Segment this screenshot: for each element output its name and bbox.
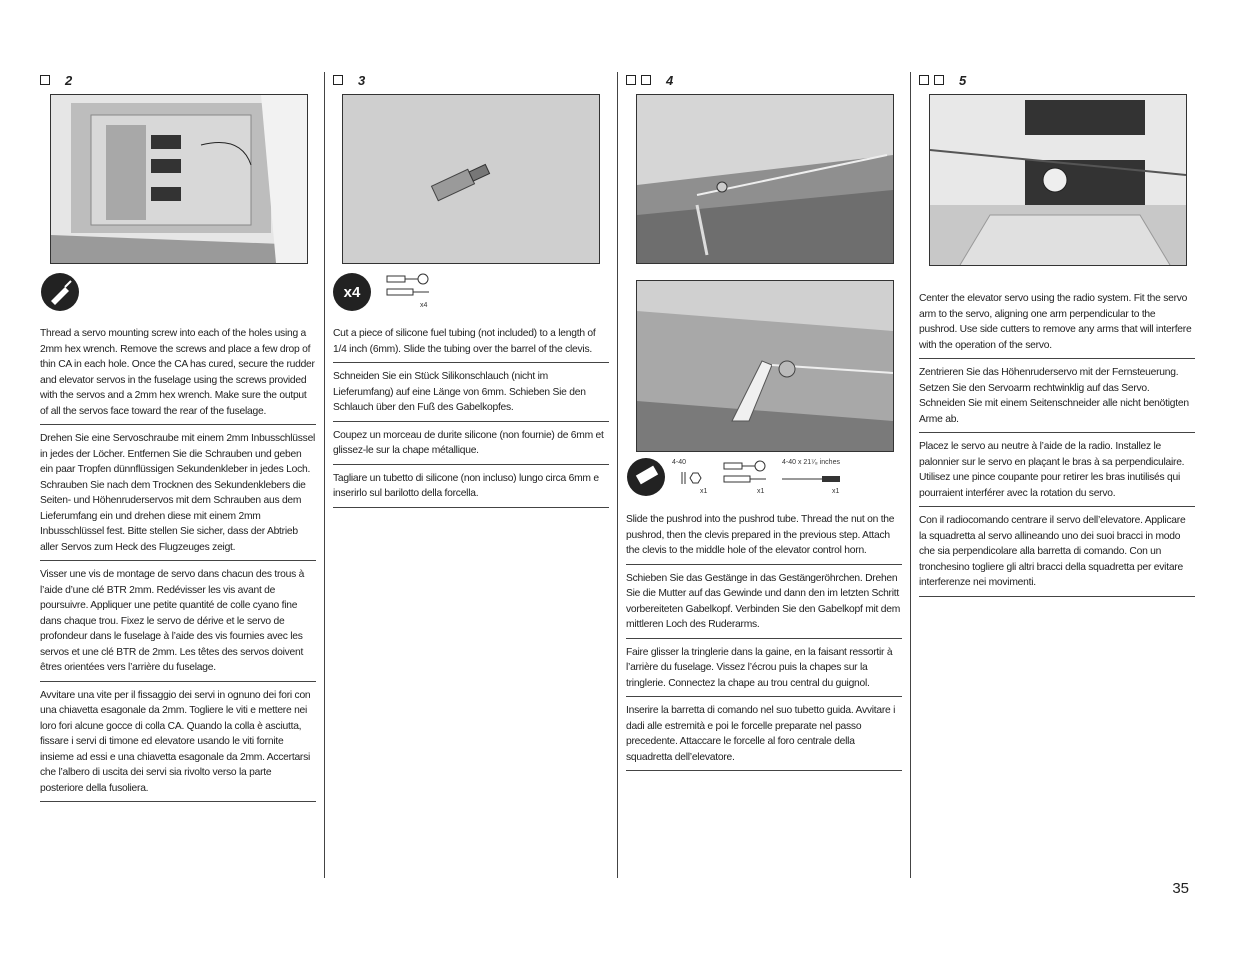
step-checkbox[interactable] xyxy=(333,75,343,85)
step-2-column xyxy=(40,72,316,88)
column-divider xyxy=(910,72,911,878)
instruction-de: Schieben Sie das Gestänge in das Gestängeröhrchen. Drehen Sie die Mutter auf das Gewinde und dann den im letzten Schritt vorbereiteten Gabelkopf. Verbinden Sie den Gabelkopf mit dem mittleren Loch des Ruderarms. xyxy=(626,565,902,639)
step-checkbox[interactable] xyxy=(934,75,944,85)
quantity-badge: x4 xyxy=(333,273,371,311)
step-checkbox[interactable] xyxy=(919,75,929,85)
instruction-it: Inserire la barretta di comando nel suo tubetto guida. Avvitare i dadi alle estremità e poi le forcelle preparate nel passo precedente. Attaccare le forcelle al foro centrale della squadretta dell’elevatore. xyxy=(626,697,902,771)
step-number: 4 xyxy=(666,72,674,88)
step-3-column xyxy=(333,72,609,88)
part-quantity: x4 xyxy=(420,302,428,309)
instruction-fr: Placez le servo au neutre à l’aide de la radio. Installez le palonnier sur le servo en plaçant le bras à sa perpendiculaire. Utilisez une pince coupante pour retirer les bras inutilisés qui pourraient interférer avec la rotation du servo. xyxy=(919,433,1195,507)
step-number: 2 xyxy=(65,72,73,88)
step-2-header xyxy=(40,72,316,88)
step-3-header xyxy=(333,72,609,88)
step-5-text xyxy=(919,285,1195,597)
step-4-text xyxy=(626,506,902,771)
column-divider xyxy=(617,72,618,878)
instruction-de: Schneiden Sie ein Stück Silikonschlauch (nicht im Lieferumfang) auf eine Länge von 6mm. Schieben Sie den Schlauch über den Fuß des Gabelkopfes. xyxy=(333,363,609,422)
part-quantity: x1 xyxy=(700,488,708,495)
part-quantity: x1 xyxy=(757,488,765,495)
pushrod-photo-1 xyxy=(636,94,894,264)
step-2-text xyxy=(40,320,316,802)
instruction-de: Zentrieren Sie das Höhenruderservo mit der Fernsteuerung. Setzen Sie den Servoarm rechtwinklig auf das Servo. Schneiden Sie mit einem Seitenschneider alle nicht benötigten Arme ab. xyxy=(919,359,1195,433)
step-3-text xyxy=(333,320,609,508)
instruction-it: Avvitare una vite per il fissaggio dei servi in ognuno dei fori con una chiavetta esagonale da 2mm. Togliere le viti e mettere nei loro fori alcune gocce di colla CA. Quando la colla è asciutta, fissare i servi di timone ed elevatore usando le viti fornite insieme ad essi e una chiavetta esagonale da 2mm. Accertarsi che l’albero di uscita dei servi sia rivolto verso la parte posteriore della fusoliera. xyxy=(40,682,316,803)
instruction-en: Cut a piece of silicone fuel tubing (not included) to a length of 1/4 inch (6mm). Slide the tubing over the barrel of the clevis. xyxy=(333,320,609,363)
instruction-fr: Faire glisser la tringlerie dans la gaine, en la faisant ressortir à l’arrière du fuselage. Vissez l’écrou puis la chapes sur la tringlerie. Connectez la chape au trou central du guignol. xyxy=(626,639,902,698)
nut-part-icon xyxy=(680,470,702,491)
part-quantity: x1 xyxy=(832,488,840,495)
step-number: 3 xyxy=(358,72,366,88)
step-number: 5 xyxy=(959,72,967,88)
instruction-en: Thread a servo mounting screw into each of the holes using a 2mm hex wrench. Remove the screws and place a few drop of thin CA in each hole. Once the CA has cured, secure the rudder and elevator servos in the fuselage using the screws provided with the servos and a 2mm hex wrench. Make sure the output of all the servos face toward the rear of the fuselage. xyxy=(40,320,316,425)
step-checkbox[interactable] xyxy=(40,75,50,85)
step-4-column xyxy=(626,72,902,88)
pushrod-photo-2 xyxy=(636,280,894,452)
step-5-column xyxy=(919,72,1195,88)
instruction-fr: Coupez un morceau de durite silicone (non fournie) de 6mm et glissez-le sur la chape métallique. xyxy=(333,422,609,465)
wrench-tool-icon xyxy=(627,458,665,496)
instruction-fr: Visser une vis de montage de servo dans chacun des trous à l’aide d’une clé BTR 2mm. Redévisser les vis avant de poursuivre. Appliquer une petite quantité de colle cyano fine dans chaque trou. Fixez le servo de dérive et le servo de profondeur dans le fuselage à l’aide des vis fournies avec les servos et une clé BTR de 2mm. Les têtes des servos doivent êtres orientées vers l’arrière du fuselage. xyxy=(40,561,316,682)
clevis-part-icon xyxy=(385,272,431,305)
instruction-it: Con il radiocomando centrare il servo dell’elevatore. Applicare la squadretta al servo allineando uno dei suoi bracci in modo che sia perpendicolare alla barretta di comando. Con un tronchesino togliere gli altri bracci della squadretta per evitare interferenze nei movimenti. xyxy=(919,507,1195,597)
instruction-de: Drehen Sie eine Servoschraube mit einem 2mm Inbusschlüssel in jedes der Löcher. Entfernen Sie die Schrauben und geben ein paar Tropfen dünnflüssigen Sekundenkleber in jedes Loch. Schrauben Sie nach dem Trocknen des Sekundenklebers die Seiten- und Höhenruderservos mit dem Schrauben aus dem Lieferumfang ein und drehen diese mit einem 2mm Inbusschlüssel fest. Bitte stellen Sie sicher, dass der Abtrieb aller Servos zum Heck des Flugzeuges zeigt. xyxy=(40,425,316,561)
instruction-it: Tagliare un tubetto di silicone (non incluso) lungo circa 6mm e inserirlo sul barilotto della forcella. xyxy=(333,465,609,508)
column-divider xyxy=(324,72,325,878)
ca-glue-icon xyxy=(41,273,79,311)
elevator-servo-photo xyxy=(929,94,1187,266)
step-5-header xyxy=(919,72,1195,88)
instruction-en: Slide the pushrod into the pushrod tube. Thread the nut on the pushrod, then the clevis prepared in the previous step. Attach the clevis to the middle hole of the elevator control horn. xyxy=(626,506,902,565)
step-checkbox[interactable] xyxy=(626,75,636,85)
part-label: 4-40 xyxy=(672,459,687,466)
page-number: 35 xyxy=(1172,880,1189,897)
instruction-en: Center the elevator servo using the radio system. Fit the servo arm to the servo, aligning one arm perpendicular to the pushrod. Use side cutters to remove any arms that will interfere with the operation of the servo. xyxy=(919,285,1195,359)
step-checkbox[interactable] xyxy=(641,75,651,85)
step-4-header xyxy=(626,72,902,88)
clevis-tubing-photo xyxy=(342,94,600,264)
fuselage-servo-photo xyxy=(50,94,308,264)
part-label: 4-40 x 21⁷⁄₈ inches xyxy=(782,459,840,466)
